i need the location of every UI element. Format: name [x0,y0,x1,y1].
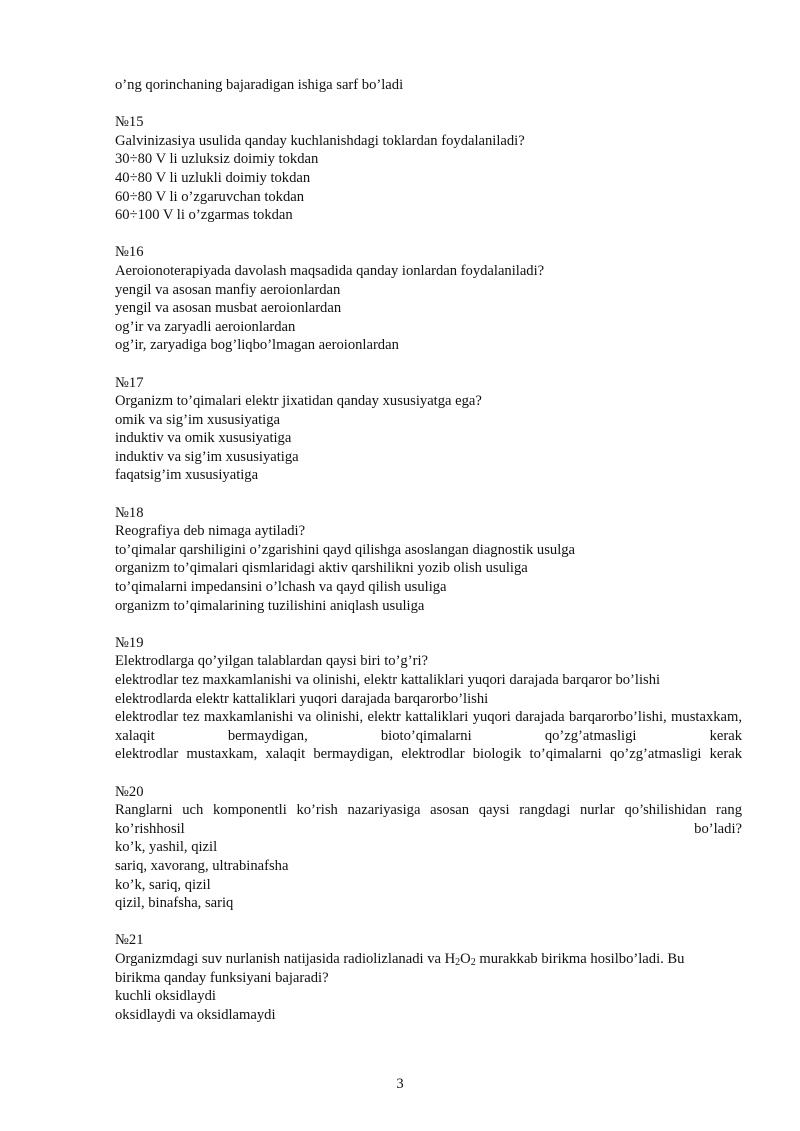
answer-option: yengil va asosan musbat aeroionlardan [115,300,342,317]
question-text [115,950,742,969]
answer-option: induktiv va omik xususiyatiga [115,430,292,447]
question-text: Reografiya deb nimaga aytiladi? [115,523,306,540]
chemical-formula [445,951,476,967]
answer-option: og’ir, zaryadiga bog’liqbo’lmagan aeroionlardan [115,337,399,354]
answer-option: oksidlaydi va oksidlamaydi [115,1006,276,1023]
answer-option: elektrodlar tez maxkamlanishi va olinishi, elektr kattaliklari yuqori darajada barqaror bo’lishi [115,672,661,688]
formula-subscript: 2 [470,956,476,968]
question-text: Elektrodlarga qo’yilgan talablardan qaysi biri to’g’ri? [115,653,428,670]
answer-option: faqatsig’im xususiyatiga [115,467,259,484]
answer-option: to’qimalar qarshiligini o’zgarishini qayd qilishga asoslangan diagnostik usulga [115,541,576,558]
question-number: №19 [115,634,144,651]
answer-option: ko’k, yashil, qizil [115,839,218,856]
answer-option: elektrodlar tez maxkamlanishi va olinishi, elektr kattaliklari yuqori darajada barqarorbo’lishi, mustaxkam, xalaqit bermaydigan, bioto’qimalarni qo’zg’atmasligi kerak [115,709,742,744]
question-text-part: murakkab birikma hosilbo’ladi. Bu [475,950,685,967]
answer-option: sariq, xavorang, ultrabinafsha [115,857,289,874]
answer-option: 40÷80 V li uzlukli doimiy tokdan [115,169,311,186]
answer-option: yengil va asosan manfiy aeroionlardan [115,281,341,298]
question-number: №21 [115,932,144,949]
question-15 [115,113,742,225]
question-text-continued: birikma qanday funksiyani bajaradi? [115,969,329,986]
question-text: Organizm to’qimalari elektr jixatidan qanday xususiyatga ega? [115,393,482,410]
question-number: №18 [115,504,144,521]
answer-option: to’qimalarni impedansini o’lchash va qayd qilish usuliga [115,579,447,596]
question-text-part: Organizmdagi suv nurlanish natijasida radiolizlanadi va [115,950,445,967]
question-20 [115,783,742,913]
formula-symbol: O [460,950,471,967]
question-text: Galvinizasiya usulida qanday kuchlanishdagi toklardan foydalaniladi? [115,132,525,149]
intro-line: o’ng qorinchaning bajaradigan ishiga sarf bo’ladi [115,77,404,93]
formula-subscript: 2 [455,956,461,968]
document-page [115,76,742,1024]
answer-option: elektrodlarda elektr kattaliklari yuqori darajada barqarorbo’lishi [115,690,489,707]
answer-option: 60÷80 V li o’zgaruvchan tokdan [115,188,305,205]
answer-option: omik va sig’im xususiyatiga [115,411,280,428]
answer-option: organizm to’qimalarining tuzilishini aniqlash usuliga [115,597,425,614]
answer-option: ko’k, sariq, qizil [115,876,211,893]
answer-option: og’ir va zaryadli aeroionlardan [115,318,296,335]
question-21 [115,931,742,1024]
question-number: №17 [115,374,144,391]
question-number: №16 [115,244,144,261]
page-number: 3 [396,1076,404,1092]
question-19 [115,634,742,764]
answer-option: kuchli oksidlaydi [115,988,216,1005]
question-number: №15 [115,114,144,131]
answer-option: 60÷100 V li o’zgarmas tokdan [115,207,293,224]
question-text: Ranglarni uch komponentli ko’rish nazariyasiga asosan qaysi rangdagi nurlar qo’shilishidan rang ko’rishhosil bo’ladi? [115,802,742,837]
answer-option: 30÷80 V li uzluksiz doimiy tokdan [115,151,319,168]
answer-option: induktiv va sig’im xususiyatiga [115,448,299,465]
question-number: №20 [115,783,144,800]
question-18 [115,504,742,616]
formula-symbol: H [444,950,456,967]
question-17 [115,374,742,486]
answer-option: qizil, binafsha, sariq [115,895,234,912]
answer-option: elektrodlar mustaxkam, xalaqit bermaydigan, elektrodlar biologik to’qimalarni qo’zg’atmasligi kerak [115,746,742,763]
question-text: Aeroionoterapiyada davolash maqsadida qanday ionlardan foydalaniladi? [115,262,545,279]
question-16 [115,243,742,355]
answer-option: organizm to’qimalari qismlaridagi aktiv qarshilikni yozib olish usuliga [115,560,528,577]
